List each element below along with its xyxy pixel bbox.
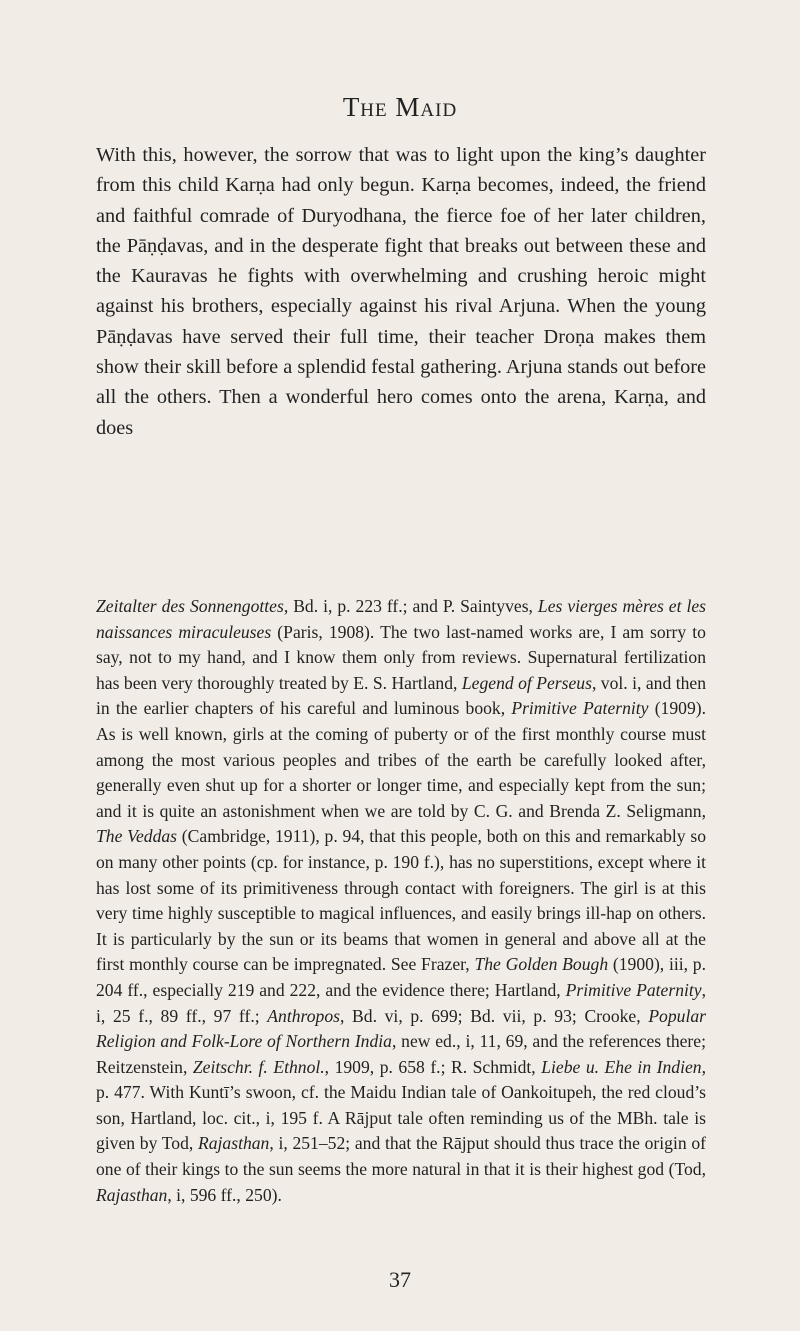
footnote-seg: Rajasthan [198,1133,270,1154]
footnote-seg: , i, 251–52; and that the Rājput should thus trace the origin of one of their kings to the sun seems the more natural in that it is their highest god (Tod, [96,1133,706,1180]
footnote-seg: Legend of Perseus [461,672,592,693]
footnote-seg: Liebe u. Ehe in Indien [541,1056,702,1077]
footnote-seg: , Bd. i, p. 223 ff.; and P. Saintyves, [283,596,538,616]
footnote-seg: (Cambridge, 1911), p. 94, that this people, both on this and remarkably so on many other points (cp. for instance, p. 190 f.), has no superstitions, except where it has lost some of its primitiveness through contact with foreigners. The girl is at this very time highly susceptible to magical influences, and easily brings ill-hap on others. It is particularly by the sun or its beams that women in general and above all at the first monthly course can be impregnated. See Frazer, [96,826,706,975]
footnote-seg: , i, 25 f., 89 ff., 97 ff.; [96,979,706,1026]
footnote-seg: Anthropos [267,1005,340,1026]
footnote-seg: Zeitalter des Sonnengottes [96,596,284,616]
running-head: The Maid [342,92,458,122]
footnote-seg: Popular Religion and Folk-Lore of Northern India [96,1005,706,1052]
footnote-seg: Les vierges mères et les naissances miraculeuses [96,596,707,642]
footnote-seg: , Bd. vi, p. 699; Bd. vii, p. 93; Crooke, [339,1005,649,1026]
main-text [96,140,706,443]
footnote-seg: The Veddas [96,826,178,847]
footnote [96,594,706,1208]
footnote-seg: Primitive Paternity [565,979,702,1000]
footnote-seg: , 1909, p. 658 f.; R. Schmidt, [324,1056,542,1077]
footnote-seg: The Golden Bough [474,954,609,975]
footnote-seg: Zeitschr. f. Ethnol. [192,1056,325,1077]
footnote-seg: Rajasthan [96,1184,168,1205]
main-paragraph: With this, however, the sorrow that was to light upon the king’s daughter from this child Karṇa had only begun. Karṇa becomes, indeed, the friend and faithful comrade of Duryodhana, the fierce foe of her later children, the Pāṇḍavas, and in the desperate fight that breaks out between these and the Kauravas he fights with overwhelming and crushing heroic might against his brothers, especially against his rival Arjuna. When the young Pāṇḍavas have served their full time, their teacher Droṇa makes them show their skill before a splendid festal gathering. Arjuna stands out before all the others. Then a wonderful hero comes onto the arena, Karṇa, and does [96,144,706,439]
footnote-seg: Primitive Paternity [511,698,649,719]
footnote-seg: , vol. i, and then in the earlier chapters of his careful and luminous book, [96,672,706,719]
footnote-seg: (1900), iii, p. 204 ff., especially 219 and 222, and the evidence there; Hartland, [96,954,706,1000]
footnote-seg: , i, 596 ff., 250). [167,1184,282,1205]
footnote-seg: , p. 477. With Kuntī’s swoon, cf. the Maidu Indian tale of Oankoitupeh, the red cloud’s son, Hartland, loc. cit., i, 195 f. A Rājput tale often reminding us of the MBh. tale is given by Tod, [96,1056,706,1154]
footnote-seg: , new ed., i, 11, 69, and the references there; Reitzenstein, [96,1031,706,1077]
footnote-seg: (Paris, 1908). The two last-named works are, I am sorry to say, not to my hand, and I know them only from reviews. Supernatural fertilization has been very thoroughly treated by E. S. Hartland, [96,621,706,693]
footnote-seg: (1909). As is well known, girls at the coming of puberty or of the first monthly course must among the most various peoples and tribes of the earth be carefully looked after, generally even shut up for a shorter or longer time, and especially kept from the sun; and it is quite an astonishment when we are told by C. G. and Brenda Z. Seligmann, [96,698,706,821]
page-number: 37 [389,1267,411,1292]
